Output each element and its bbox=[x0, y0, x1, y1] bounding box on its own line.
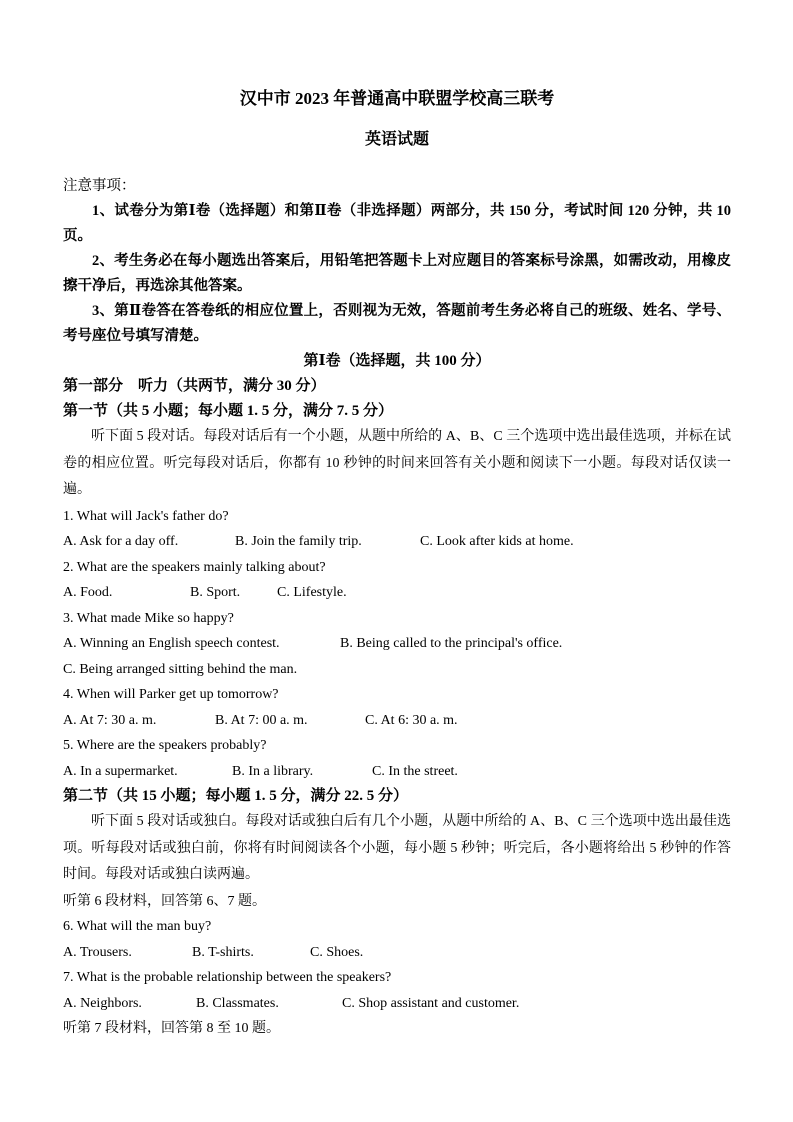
section-1-instructions: 听下面 5 段对话。每段对话后有一个小题，从题中所给的 A、B、C 三个选项中选出最佳选项，并标在试卷的相应位置。听完每段对话后，你都有 10 秒钟的时间来回答有关小题和阅读下一小题。每段对话仅读一遍。 bbox=[63, 429, 731, 497]
option-a: A. At 7: 30 a. m. bbox=[63, 712, 157, 728]
question-6 bbox=[63, 914, 731, 965]
question-1 bbox=[63, 504, 731, 555]
question-4-options bbox=[63, 708, 731, 734]
question-5-options bbox=[63, 759, 731, 785]
exam-subtitle: 英语试题 bbox=[364, 131, 429, 148]
option-a: A. Trousers. bbox=[63, 944, 132, 960]
question-6-text: 6. What will the man buy? bbox=[63, 919, 212, 934]
section-1-header: 第一节（共 5 小题；每小题 1. 5 分，满分 7. 5 分） bbox=[63, 403, 394, 419]
notice-item-2: 2、考生务必在每小题选出答案后，用铅笔把答题卡上对应题目的答案标号涂黑，如需改动，用橡皮擦干净后，再选涂其他答案。 bbox=[63, 253, 731, 294]
option-a: A. Food. bbox=[63, 585, 113, 600]
exam-title: 汉中市 2023 年普通高中联盟学校高三联考 bbox=[239, 89, 555, 108]
option-c: C. Being arranged sitting behind the man. bbox=[63, 661, 298, 677]
option-c: C. In the street. bbox=[372, 763, 458, 779]
option-a: A. Neighbors. bbox=[63, 995, 142, 1011]
option-b: B. Join the family trip. bbox=[235, 534, 362, 549]
notice-item-3: 3、第Ⅱ卷答在答卷纸的相应位置上，否则视为无效，答题前考生务必将自己的班级、姓名、学号、考号座位号填写清楚。 bbox=[63, 303, 731, 344]
notice-heading: 注意事项： bbox=[63, 178, 136, 194]
question-2-text: 2. What are the speakers mainly talking about? bbox=[63, 559, 326, 575]
volume-1-header: 第Ⅰ卷（选择题，共 100 分） bbox=[303, 353, 491, 369]
question-6-options bbox=[63, 940, 731, 966]
option-b: B. Sport. bbox=[190, 585, 241, 600]
question-7-options bbox=[63, 991, 731, 1017]
section-2-instructions: 听下面 5 段对话或独白。每段对话或独白后有几个小题，从题中所给的 A、B、C 三个选项中选出最佳选项。听每段对话或独白前，你将有时间阅读各个小题，每小题 5 秒钟；听完后，各小题将给出 5 秒钟的作答时间。每段对话或独白读两遍。 bbox=[63, 814, 731, 882]
question-3-options-line-2 bbox=[63, 657, 731, 683]
option-a: A. Ask for a day off. bbox=[63, 534, 179, 549]
option-a: A. In a supermarket. bbox=[63, 763, 178, 779]
option-c: C. Lifestyle. bbox=[277, 585, 347, 600]
question-5 bbox=[63, 733, 731, 784]
option-b: B. In a library. bbox=[232, 763, 314, 779]
question-1-options bbox=[63, 529, 731, 555]
question-2-options bbox=[63, 580, 731, 606]
question-7-text: 7. What is the probable relationship between the speakers? bbox=[63, 970, 392, 985]
option-a: A. Winning an English speech contest. bbox=[63, 636, 280, 651]
question-2 bbox=[63, 555, 731, 606]
question-3-text: 3. What made Mike so happy? bbox=[63, 610, 234, 626]
question-3 bbox=[63, 606, 731, 683]
question-3-options-line-1 bbox=[63, 631, 731, 657]
option-c: C. Shoes. bbox=[310, 944, 364, 960]
material-6-note: 听第 6 段材料，回答第 6、7 题。 bbox=[63, 893, 266, 909]
option-b: B. Being called to the principal's office. bbox=[340, 636, 563, 651]
material-7-note: 听第 7 段材料，回答第 8 至 10 题。 bbox=[63, 1021, 280, 1036]
section-2-header: 第二节（共 15 小题；每小题 1. 5 分，满分 22. 5 分） bbox=[63, 788, 409, 804]
option-c: C. Look after kids at home. bbox=[420, 534, 574, 549]
option-b: B. T-shirts. bbox=[192, 944, 254, 960]
option-b: B. Classmates. bbox=[196, 995, 279, 1011]
notice-item-1: 1、试卷分为第Ⅰ卷（选择题）和第Ⅱ卷（非选择题）两部分，共 150 分，考试时间 120 分钟，共 10 页。 bbox=[63, 203, 731, 244]
question-1-text: 1. What will Jack's father do? bbox=[63, 508, 229, 524]
question-4-text: 4. When will Parker get up tomorrow? bbox=[63, 687, 279, 702]
question-4 bbox=[63, 682, 731, 733]
option-c: C. At 6: 30 a. m. bbox=[365, 712, 458, 728]
question-5-text: 5. Where are the speakers probably? bbox=[63, 738, 267, 753]
part-1-header: 第一部分 听力（共两节，满分 30 分） bbox=[63, 378, 326, 394]
option-c: C. Shop assistant and customer. bbox=[342, 995, 520, 1011]
question-7 bbox=[63, 965, 731, 1016]
option-b: B. At 7: 00 a. m. bbox=[215, 712, 308, 728]
